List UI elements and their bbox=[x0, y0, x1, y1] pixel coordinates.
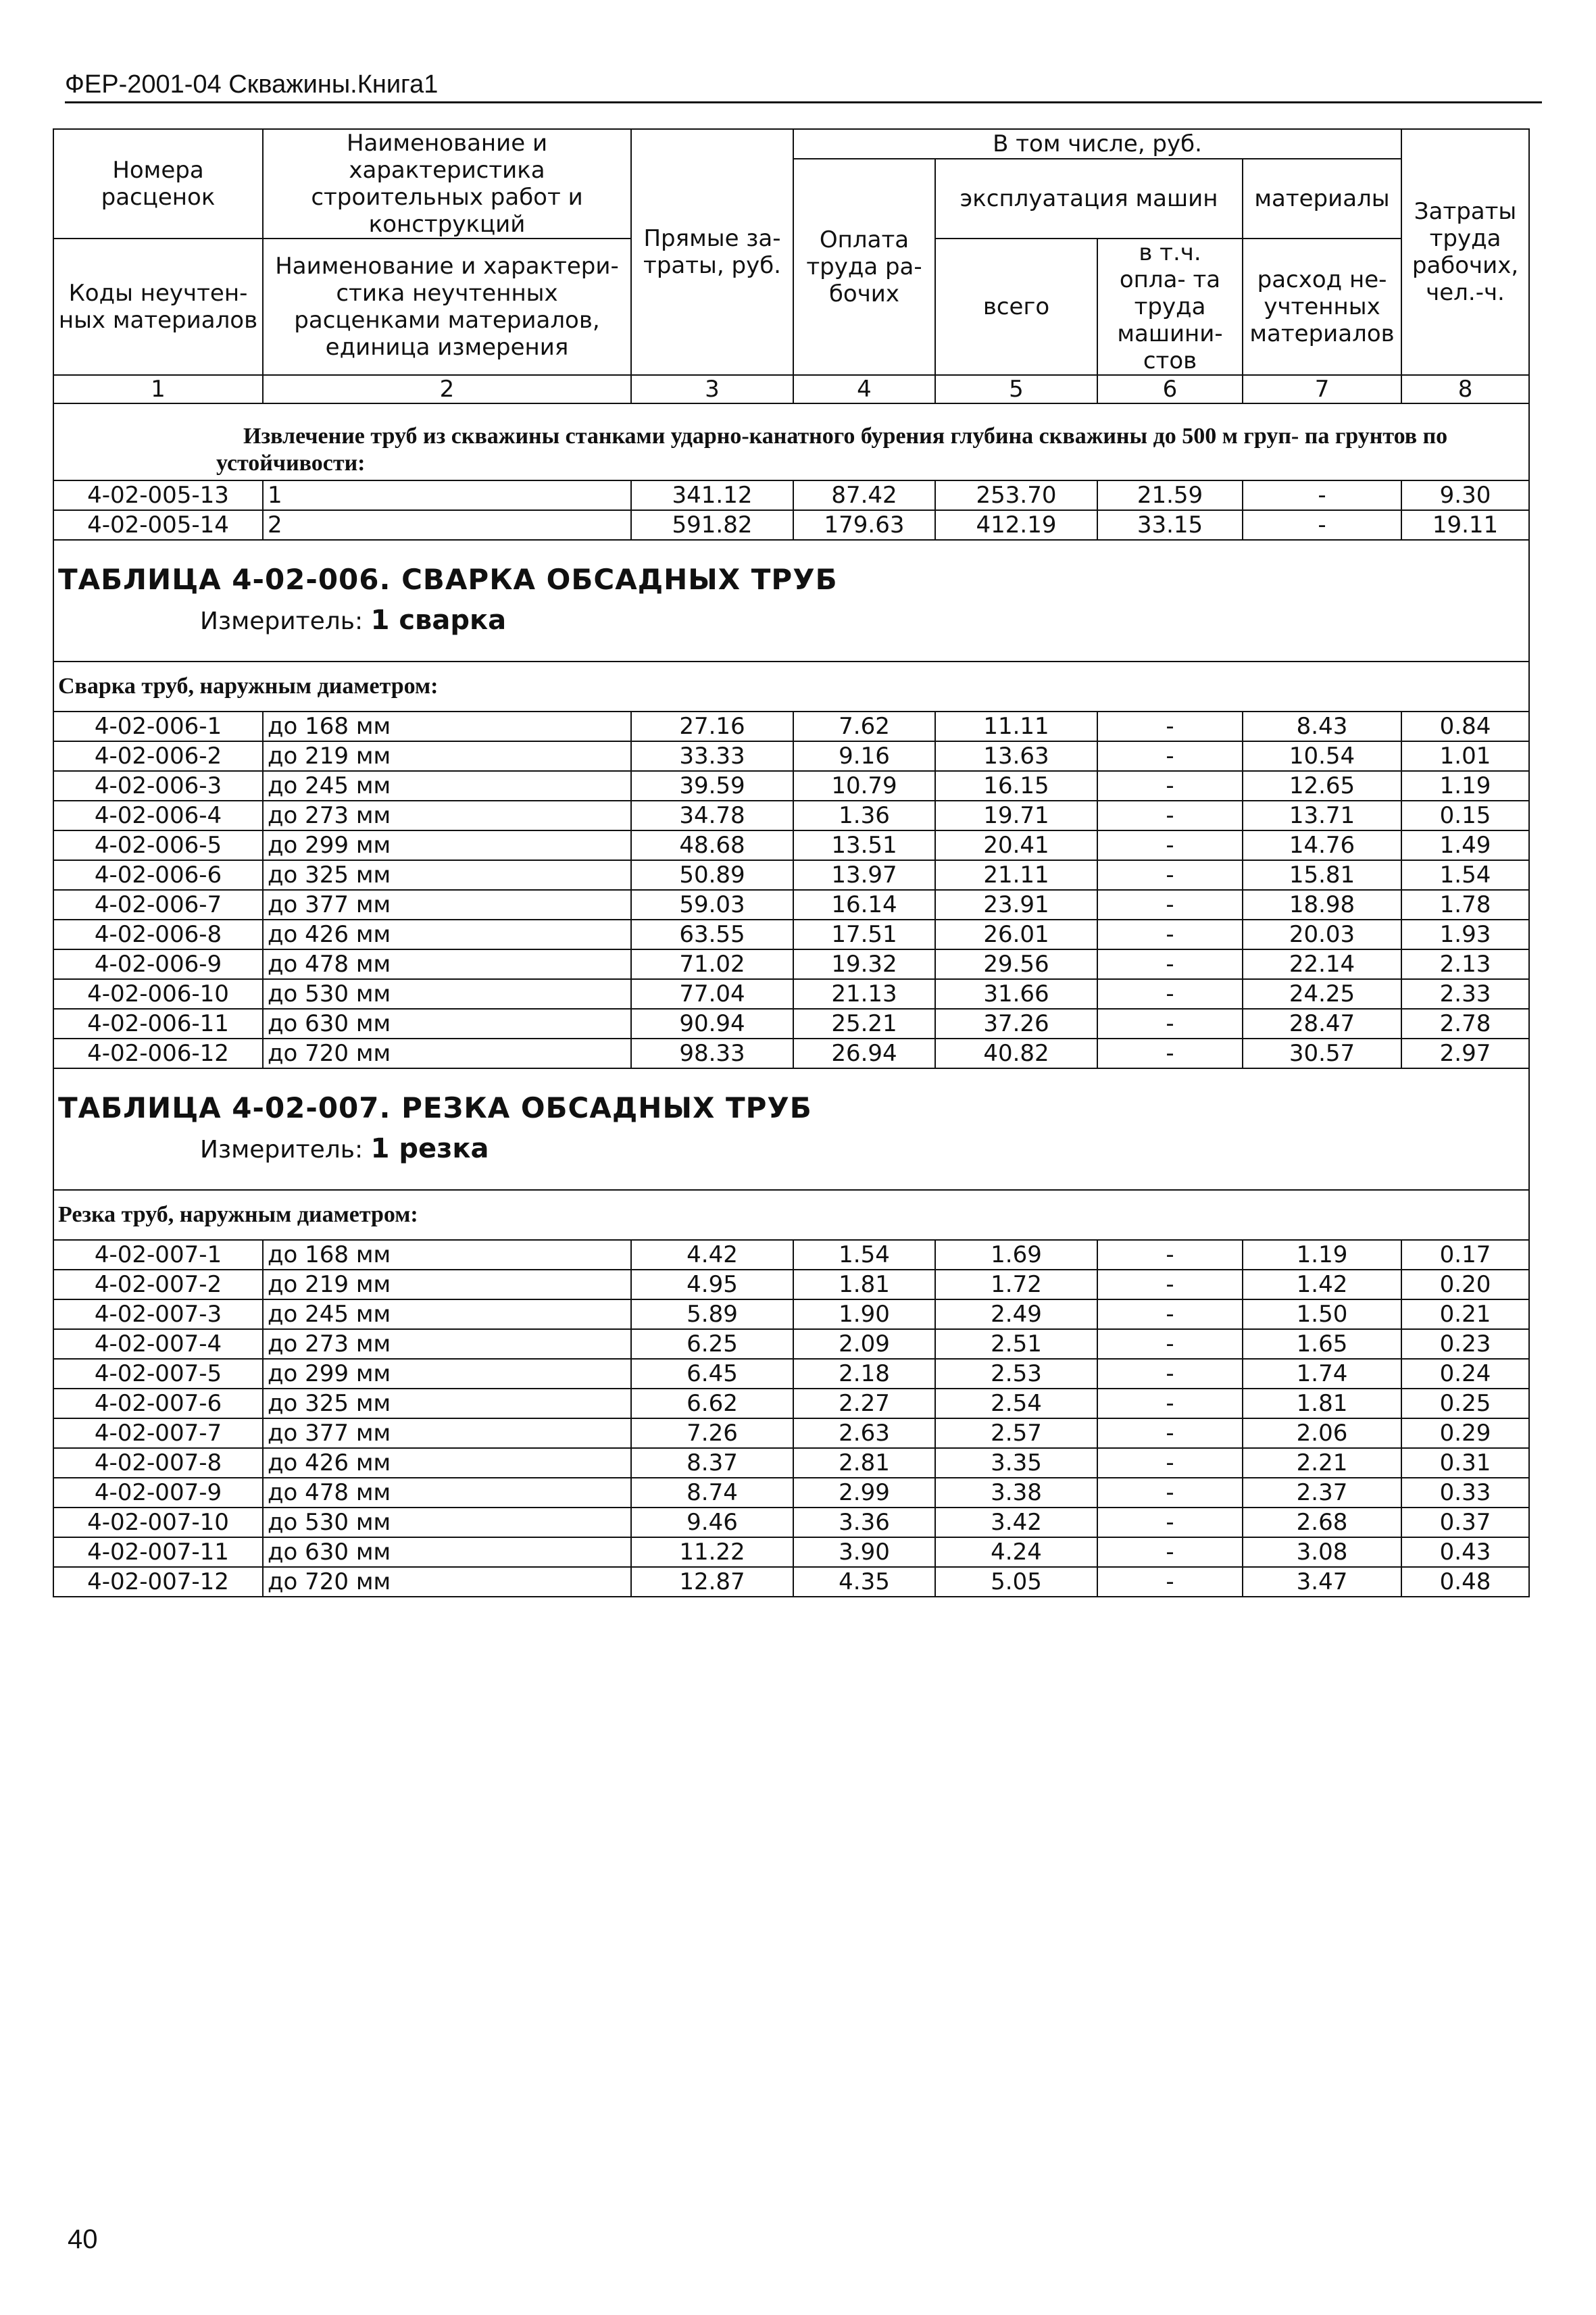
table-cell: 2 bbox=[263, 510, 631, 540]
table-cell: 5.89 bbox=[631, 1299, 793, 1329]
table-cell: до 168 мм bbox=[263, 712, 631, 741]
table-cell: 9.46 bbox=[631, 1508, 793, 1537]
table-cell: 1.69 bbox=[935, 1240, 1097, 1270]
page-header: ФЕР-2001-04 Скважины.Книга1 bbox=[65, 70, 439, 99]
table-cell: 2.53 bbox=[935, 1359, 1097, 1389]
table-cell: до 377 мм bbox=[263, 890, 631, 920]
table-cell: - bbox=[1097, 1359, 1243, 1389]
table-cell: 13.51 bbox=[793, 830, 935, 860]
table-007-title: ТАБЛИЦА 4-02-007. РЕЗКА ОБСАДНЫХ ТРУБ bbox=[58, 1091, 812, 1124]
table-cell: до 630 мм bbox=[263, 1009, 631, 1039]
table-row bbox=[53, 480, 1529, 510]
table-cell: - bbox=[1243, 510, 1401, 540]
table-cell: - bbox=[1097, 920, 1243, 949]
table-row bbox=[53, 1448, 1529, 1478]
table-cell: 10.79 bbox=[793, 771, 935, 801]
table-cell: 0.48 bbox=[1401, 1567, 1529, 1597]
table-cell: 14.76 bbox=[1243, 830, 1401, 860]
table-cell: 1.19 bbox=[1401, 771, 1529, 801]
table-cell: 3.42 bbox=[935, 1508, 1097, 1537]
table-cell: до 720 мм bbox=[263, 1039, 631, 1068]
table-cell: 63.55 bbox=[631, 920, 793, 949]
table-cell: до 530 мм bbox=[263, 979, 631, 1009]
table-cell: 13.97 bbox=[793, 860, 935, 890]
col-materials-header: материалы bbox=[1243, 159, 1401, 239]
table-cell: 2.33 bbox=[1401, 979, 1529, 1009]
col-wages-header: Оплата труда ра- бочих bbox=[793, 159, 935, 375]
table-cell: 4.35 bbox=[793, 1567, 935, 1597]
col-material-name-header: Наименование и характери- стика неучтенных расценками материалов, единица измерения bbox=[263, 239, 631, 375]
table-cell: 21.13 bbox=[793, 979, 935, 1009]
table-cell: 34.78 bbox=[631, 801, 793, 830]
table-cell: 4-02-006-11 bbox=[53, 1009, 263, 1039]
table-row bbox=[53, 510, 1529, 540]
table-cell: 0.37 bbox=[1401, 1508, 1529, 1537]
table-cell: - bbox=[1097, 1039, 1243, 1068]
table-cell: 16.14 bbox=[793, 890, 935, 920]
table-cell: 6.62 bbox=[631, 1389, 793, 1418]
col-material-codes-header: Коды неучтен- ных материалов bbox=[53, 239, 263, 375]
table-cell: - bbox=[1097, 1508, 1243, 1537]
table-cell: 2.97 bbox=[1401, 1039, 1529, 1068]
table-cell: до 219 мм bbox=[263, 1270, 631, 1299]
table-cell: 90.94 bbox=[631, 1009, 793, 1039]
table-cell: 2.68 bbox=[1243, 1508, 1401, 1537]
table-row bbox=[53, 1270, 1529, 1299]
table-cell: - bbox=[1097, 860, 1243, 890]
table-cell: - bbox=[1097, 1270, 1243, 1299]
table-row bbox=[53, 1508, 1529, 1537]
col-direct-costs-header: Прямые за- траты, руб. bbox=[631, 129, 793, 375]
table-cell: 0.20 bbox=[1401, 1270, 1529, 1299]
col-material-usage-header: расход не- учтенных материалов bbox=[1243, 239, 1401, 375]
table-cell: 3.35 bbox=[935, 1448, 1097, 1478]
table-cell: 31.66 bbox=[935, 979, 1097, 1009]
table-cell: 3.47 bbox=[1243, 1567, 1401, 1597]
table-cell: 11.22 bbox=[631, 1537, 793, 1567]
table-cell: 1.81 bbox=[793, 1270, 935, 1299]
table-cell: - bbox=[1097, 1537, 1243, 1567]
table-cell: 3.36 bbox=[793, 1508, 935, 1537]
table-cell: до 377 мм bbox=[263, 1418, 631, 1448]
table-006-header-block bbox=[53, 540, 1529, 662]
table-cell: до 245 мм bbox=[263, 771, 631, 801]
table-row bbox=[53, 771, 1529, 801]
table-cell: 2.57 bbox=[935, 1418, 1097, 1448]
table-row bbox=[53, 1567, 1529, 1597]
table-row bbox=[53, 1359, 1529, 1389]
table-cell: до 219 мм bbox=[263, 741, 631, 771]
table-cell: 4-02-007-1 bbox=[53, 1240, 263, 1270]
table-cell: 59.03 bbox=[631, 890, 793, 920]
table-cell: 33.33 bbox=[631, 741, 793, 771]
table-cell: 16.15 bbox=[935, 771, 1097, 801]
table-cell: 4-02-006-7 bbox=[53, 890, 263, 920]
table-cell: 77.04 bbox=[631, 979, 793, 1009]
table-row bbox=[53, 979, 1529, 1009]
table-007-rows bbox=[53, 1240, 1529, 1597]
table-row bbox=[53, 1240, 1529, 1270]
table-cell: 4-02-007-12 bbox=[53, 1567, 263, 1597]
table-cell: 591.82 bbox=[631, 510, 793, 540]
table-cell: 4-02-006-9 bbox=[53, 949, 263, 979]
table-cell: 1.78 bbox=[1401, 890, 1529, 920]
table-row bbox=[53, 1537, 1529, 1567]
table-cell: 29.56 bbox=[935, 949, 1097, 979]
table-cell: 2.99 bbox=[793, 1478, 935, 1508]
table-cell: 5.05 bbox=[935, 1567, 1097, 1597]
table-cell: 1.65 bbox=[1243, 1329, 1401, 1359]
table-cell: - bbox=[1097, 1389, 1243, 1418]
table-cell: 1.90 bbox=[793, 1299, 935, 1329]
table-cell: 4-02-007-8 bbox=[53, 1448, 263, 1478]
table-cell: 4-02-006-6 bbox=[53, 860, 263, 890]
table-006-rows bbox=[53, 712, 1529, 1068]
table-cell: 9.30 bbox=[1401, 480, 1529, 510]
table-cell: 7.26 bbox=[631, 1418, 793, 1448]
table-cell: 2.51 bbox=[935, 1329, 1097, 1359]
table-cell: 341.12 bbox=[631, 480, 793, 510]
table-cell: 17.51 bbox=[793, 920, 935, 949]
table-cell: - bbox=[1097, 1567, 1243, 1597]
table-cell: 1.36 bbox=[793, 801, 935, 830]
table-cell: 1.19 bbox=[1243, 1240, 1401, 1270]
table-row bbox=[53, 712, 1529, 741]
table-cell: 0.43 bbox=[1401, 1537, 1529, 1567]
table-row bbox=[53, 860, 1529, 890]
table-row bbox=[53, 801, 1529, 830]
table-cell: до 530 мм bbox=[263, 1508, 631, 1537]
table-cell: 4-02-007-5 bbox=[53, 1359, 263, 1389]
table-cell: 13.63 bbox=[935, 741, 1097, 771]
table-cell: 3.90 bbox=[793, 1537, 935, 1567]
table-cell: 2.81 bbox=[793, 1448, 935, 1478]
price-table bbox=[53, 128, 1530, 1597]
table-cell: 71.02 bbox=[631, 949, 793, 979]
page-number: 40 bbox=[68, 2224, 98, 2254]
table-cell: 20.41 bbox=[935, 830, 1097, 860]
table-cell: - bbox=[1097, 890, 1243, 920]
table-cell: - bbox=[1097, 1240, 1243, 1270]
table-cell: 4-02-007-7 bbox=[53, 1418, 263, 1448]
table-cell: 18.98 bbox=[1243, 890, 1401, 920]
table-cell: 39.59 bbox=[631, 771, 793, 801]
table-cell: 20.03 bbox=[1243, 920, 1401, 949]
table-cell: 50.89 bbox=[631, 860, 793, 890]
table-cell: 30.57 bbox=[1243, 1039, 1401, 1068]
table-cell: - bbox=[1097, 830, 1243, 860]
table-007-measure: Измеритель: 1 резка bbox=[200, 1133, 489, 1164]
table-cell: 4-02-006-2 bbox=[53, 741, 263, 771]
table-cell: - bbox=[1097, 1418, 1243, 1448]
table-cell: 4-02-006-5 bbox=[53, 830, 263, 860]
table-cell: 2.63 bbox=[793, 1418, 935, 1448]
section-005-title: Извлечение труб из скважины станками ударно-канатного бурения глубина скважины до 500 м груп- па грунтов по устойчивости: bbox=[53, 403, 1529, 480]
table-cell: 2.54 bbox=[935, 1389, 1097, 1418]
table-cell: 4-02-007-9 bbox=[53, 1478, 263, 1508]
table-cell: 0.23 bbox=[1401, 1329, 1529, 1359]
table-cell: 11.11 bbox=[935, 712, 1097, 741]
table-cell: 6.45 bbox=[631, 1359, 793, 1389]
table-cell: 0.24 bbox=[1401, 1359, 1529, 1389]
table-cell: до 273 мм bbox=[263, 1329, 631, 1359]
table-cell: до 299 мм bbox=[263, 830, 631, 860]
table-row bbox=[53, 1329, 1529, 1359]
table-cell: 2.06 bbox=[1243, 1418, 1401, 1448]
table-row bbox=[53, 830, 1529, 860]
table-cell: 19.11 bbox=[1401, 510, 1529, 540]
table-cell: 4-02-007-11 bbox=[53, 1537, 263, 1567]
table-cell: 1.74 bbox=[1243, 1359, 1401, 1389]
table-cell: 7.62 bbox=[793, 712, 935, 741]
table-row bbox=[53, 949, 1529, 979]
section-005-rows bbox=[53, 480, 1529, 540]
table-cell: 4-02-006-1 bbox=[53, 712, 263, 741]
table-cell: 1.49 bbox=[1401, 830, 1529, 860]
table-cell: 12.87 bbox=[631, 1567, 793, 1597]
table-cell: 98.33 bbox=[631, 1039, 793, 1068]
table-cell: 1.54 bbox=[1401, 860, 1529, 890]
table-cell: 2.37 bbox=[1243, 1478, 1401, 1508]
table-cell: 0.15 bbox=[1401, 801, 1529, 830]
table-cell: до 426 мм bbox=[263, 920, 631, 949]
col-labor-hours-header: Затраты труда рабочих, чел.-ч. bbox=[1401, 129, 1529, 375]
table-cell: 21.59 bbox=[1097, 480, 1243, 510]
table-007-subtitle: Резка труб, наружным диаметром: bbox=[53, 1190, 1529, 1240]
table-cell: до 325 мм bbox=[263, 1389, 631, 1418]
table-row bbox=[53, 890, 1529, 920]
table-cell: 1.42 bbox=[1243, 1270, 1401, 1299]
table-cell: 4-02-007-4 bbox=[53, 1329, 263, 1359]
table-row bbox=[53, 920, 1529, 949]
table-cell: 4-02-006-4 bbox=[53, 801, 263, 830]
table-cell: - bbox=[1097, 1329, 1243, 1359]
table-cell: 4-02-005-13 bbox=[53, 480, 263, 510]
col-rate-number-header: Номера расценок bbox=[53, 129, 263, 239]
table-cell: 6.25 bbox=[631, 1329, 793, 1359]
table-cell: 22.14 bbox=[1243, 949, 1401, 979]
table-cell: 4-02-007-6 bbox=[53, 1389, 263, 1418]
table-cell: 3.08 bbox=[1243, 1537, 1401, 1567]
table-row bbox=[53, 1418, 1529, 1448]
table-cell: 3.38 bbox=[935, 1478, 1097, 1508]
table-cell: 15.81 bbox=[1243, 860, 1401, 890]
table-cell: 4-02-005-14 bbox=[53, 510, 263, 540]
table-cell: 2.49 bbox=[935, 1299, 1097, 1329]
table-cell: 1 bbox=[263, 480, 631, 510]
table-cell: 4-02-006-12 bbox=[53, 1039, 263, 1068]
table-cell: 0.21 bbox=[1401, 1299, 1529, 1329]
table-cell: 1.72 bbox=[935, 1270, 1097, 1299]
header-rule bbox=[65, 101, 1542, 103]
table-cell: 1.50 bbox=[1243, 1299, 1401, 1329]
table-cell: 0.31 bbox=[1401, 1448, 1529, 1478]
table-cell: до 299 мм bbox=[263, 1359, 631, 1389]
table-cell: - bbox=[1097, 1299, 1243, 1329]
table-cell: 19.32 bbox=[793, 949, 935, 979]
table-007-header-block bbox=[53, 1068, 1529, 1190]
table-cell: 4-02-007-10 bbox=[53, 1508, 263, 1537]
table-cell: 4.42 bbox=[631, 1240, 793, 1270]
table-cell: до 168 мм bbox=[263, 1240, 631, 1270]
table-cell: 1.54 bbox=[793, 1240, 935, 1270]
table-row bbox=[53, 1478, 1529, 1508]
table-cell: - bbox=[1097, 771, 1243, 801]
table-cell: 2.13 bbox=[1401, 949, 1529, 979]
table-cell: 179.63 bbox=[793, 510, 935, 540]
table-006-subtitle: Сварка труб, наружным диаметром: bbox=[53, 662, 1529, 712]
table-cell: 87.42 bbox=[793, 480, 935, 510]
table-cell: 10.54 bbox=[1243, 741, 1401, 771]
table-cell: 0.33 bbox=[1401, 1478, 1529, 1508]
table-cell: до 273 мм bbox=[263, 801, 631, 830]
table-cell: до 478 мм bbox=[263, 949, 631, 979]
table-cell: 4-02-007-2 bbox=[53, 1270, 263, 1299]
table-cell: 1.93 bbox=[1401, 920, 1529, 949]
table-cell: 2.09 bbox=[793, 1329, 935, 1359]
table-cell: - bbox=[1097, 1478, 1243, 1508]
table-cell: 2.21 bbox=[1243, 1448, 1401, 1478]
table-cell: 4-02-006-8 bbox=[53, 920, 263, 949]
table-cell: до 426 мм bbox=[263, 1448, 631, 1478]
table-cell: до 720 мм bbox=[263, 1567, 631, 1597]
table-cell: 412.19 bbox=[935, 510, 1097, 540]
table-cell: - bbox=[1097, 712, 1243, 741]
table-cell: до 245 мм bbox=[263, 1299, 631, 1329]
table-cell: 8.74 bbox=[631, 1478, 793, 1508]
table-cell: 253.70 bbox=[935, 480, 1097, 510]
table-cell: 0.17 bbox=[1401, 1240, 1529, 1270]
table-cell: 8.43 bbox=[1243, 712, 1401, 741]
table-cell: 1.81 bbox=[1243, 1389, 1401, 1418]
table-006-title: ТАБЛИЦА 4-02-006. СВАРКА ОБСАДНЫХ ТРУБ bbox=[58, 563, 838, 596]
table-cell: 19.71 bbox=[935, 801, 1097, 830]
table-cell: 0.25 bbox=[1401, 1389, 1529, 1418]
col-work-name-header: Наименование и характеристика строительных работ и конструкций bbox=[263, 129, 631, 239]
table-row bbox=[53, 1299, 1529, 1329]
col-group-header: В том числе, руб. bbox=[793, 129, 1401, 159]
col-machines-header: эксплуатация машин bbox=[935, 159, 1243, 239]
table-row bbox=[53, 1009, 1529, 1039]
table-cell: 2.78 bbox=[1401, 1009, 1529, 1039]
table-cell: 26.01 bbox=[935, 920, 1097, 949]
table-cell: 24.25 bbox=[1243, 979, 1401, 1009]
table-cell: 4-02-006-3 bbox=[53, 771, 263, 801]
table-row bbox=[53, 1389, 1529, 1418]
table-row bbox=[53, 741, 1529, 771]
table-cell: 2.27 bbox=[793, 1389, 935, 1418]
table-cell: 2.18 bbox=[793, 1359, 935, 1389]
table-cell: 27.16 bbox=[631, 712, 793, 741]
col-operator-wages-header: в т.ч. опла- та труда машини- стов bbox=[1097, 239, 1243, 375]
table-006-measure: Измеритель: 1 сварка bbox=[200, 605, 507, 636]
table-row bbox=[53, 1039, 1529, 1068]
table-cell: 0.29 bbox=[1401, 1418, 1529, 1448]
table-cell: 21.11 bbox=[935, 860, 1097, 890]
table-cell: до 325 мм bbox=[263, 860, 631, 890]
table-cell: - bbox=[1243, 480, 1401, 510]
table-cell: 4-02-006-10 bbox=[53, 979, 263, 1009]
table-cell: 48.68 bbox=[631, 830, 793, 860]
table-cell: 0.84 bbox=[1401, 712, 1529, 741]
table-cell: 13.71 bbox=[1243, 801, 1401, 830]
table-cell: 4.24 bbox=[935, 1537, 1097, 1567]
col-machines-total-header: всего bbox=[935, 239, 1097, 375]
table-cell: 4.95 bbox=[631, 1270, 793, 1299]
table-cell: 12.65 bbox=[1243, 771, 1401, 801]
table-cell: - bbox=[1097, 741, 1243, 771]
table-cell: 37.26 bbox=[935, 1009, 1097, 1039]
table-cell: 1.01 bbox=[1401, 741, 1529, 771]
column-numbers-row: 1 2 3 4 5 6 7 8 bbox=[53, 375, 1529, 403]
table-cell: 23.91 bbox=[935, 890, 1097, 920]
table-cell: - bbox=[1097, 801, 1243, 830]
table-cell: 25.21 bbox=[793, 1009, 935, 1039]
table-cell: - bbox=[1097, 1009, 1243, 1039]
table-cell: 28.47 bbox=[1243, 1009, 1401, 1039]
table-cell: - bbox=[1097, 979, 1243, 1009]
table-cell: 4-02-007-3 bbox=[53, 1299, 263, 1329]
table-cell: 8.37 bbox=[631, 1448, 793, 1478]
table-cell: до 630 мм bbox=[263, 1537, 631, 1567]
table-cell: 26.94 bbox=[793, 1039, 935, 1068]
table-cell: 9.16 bbox=[793, 741, 935, 771]
table-cell: - bbox=[1097, 1448, 1243, 1478]
table-cell: до 478 мм bbox=[263, 1478, 631, 1508]
table-cell: 33.15 bbox=[1097, 510, 1243, 540]
table-cell: - bbox=[1097, 949, 1243, 979]
table-cell: 40.82 bbox=[935, 1039, 1097, 1068]
